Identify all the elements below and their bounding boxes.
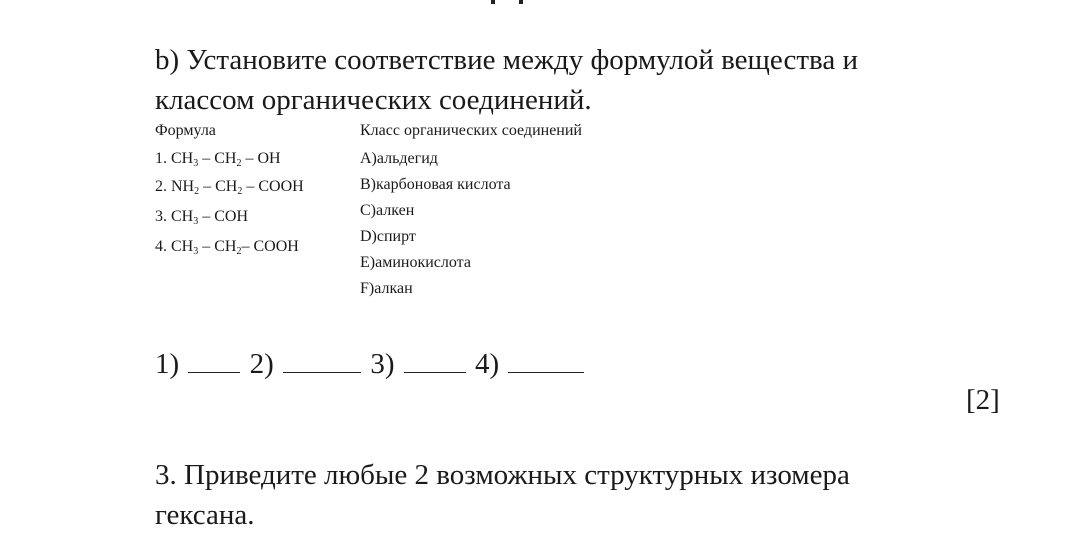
task-3-line-1: 3. Приведите любые 2 возможных структурных изомера xyxy=(155,459,850,491)
answer-blank-2[interactable] xyxy=(283,346,361,373)
score-mark: [2] xyxy=(966,384,1000,416)
class-header: Класс органических соединений xyxy=(360,122,582,139)
formula-item-2: 2. $NH_2 - CH_2$ – COOH xyxy=(155,178,304,197)
answer-label-1: 1) xyxy=(155,348,180,380)
formula-item-4: 4. $CH_3 - CH_2-$ COOH xyxy=(155,238,299,257)
answer-label-3: 3) xyxy=(370,348,395,380)
formula-header: Формула xyxy=(155,122,216,139)
class-item-e: E)аминокислота xyxy=(360,254,471,271)
task-b-line-2: классом органических соединений. xyxy=(155,84,592,116)
formula-item-1: 1. $CH_3 - CH_2$ – OH xyxy=(155,150,281,169)
task-3-line-2: гексана. xyxy=(155,499,255,531)
answer-label-4: 4) xyxy=(475,348,500,380)
answer-blank-3[interactable] xyxy=(404,346,466,373)
class-item-d: D)спирт xyxy=(360,228,416,245)
formula-item-3: 3. $CH_3$ – COH xyxy=(155,208,249,227)
class-item-a: A)альдегид xyxy=(360,150,438,167)
answer-blank-4[interactable] xyxy=(508,346,584,373)
answer-blank-1[interactable] xyxy=(188,346,240,373)
task-b-line-1: b) Установите соответствие между формулой вещества и xyxy=(155,44,858,76)
answer-line xyxy=(155,346,586,380)
answer-label-2: 2) xyxy=(249,348,274,380)
class-item-f: F)алкан xyxy=(360,280,413,297)
top-edge-marks xyxy=(489,0,529,5)
class-item-b: B)карбоновая кислота xyxy=(360,176,511,193)
class-item-c: C)алкен xyxy=(360,202,415,219)
